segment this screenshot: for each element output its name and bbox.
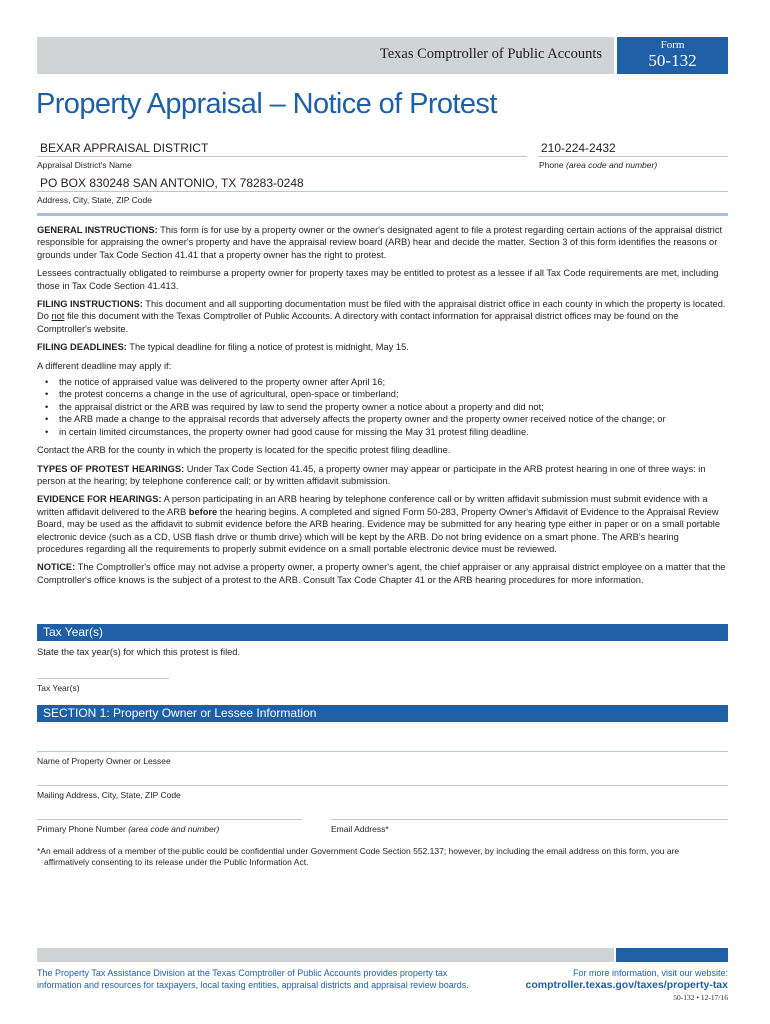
list-item: • the notice of appraised value was delivered to the property owner after April 16;: [59, 376, 727, 388]
lessees-paragraph: Lessees contractually obligated to reimburse a property owner for property taxes may be entitled to protest as a lessee if all Tax Code requirements are met, including those in Tax Code Section 41.413.: [37, 268, 719, 291]
filing-instructions: FILING INSTRUCTIONS: This document and all supporting documentation must be filed with the appraisal district office in each county in which the property is located. Do not file this document with the Texas Comptroller of Public Accounts. A directory with contact information for appraisal district offices may be found on the Comptroller's website.: [37, 299, 726, 334]
agency-name: Texas Comptroller of Public Accounts: [379, 46, 602, 62]
section1-heading: SECTION 1: Property Owner or Lessee Information: [37, 705, 728, 722]
owner-name-input[interactable]: [37, 751, 728, 752]
district-name-caption: Appraisal District's Name: [37, 160, 132, 170]
footer-bar: [37, 948, 614, 962]
email-input[interactable]: [331, 819, 728, 820]
email-caption: Email Address*: [331, 824, 389, 834]
footer-website-link[interactable]: comptroller.texas.gov/taxes/property-tax: [525, 979, 728, 991]
list-item: • in certain limited circumstances, the property owner had good cause for missing the May 31 protest filing deadline.: [59, 426, 727, 438]
types-of-hearings: TYPES OF PROTEST HEARINGS: Under Tax Code Section 41.45, a property owner may appear or participate in the ARB protest hearing in one of three ways: in person at the hearing; by telephone conference call; or by written affidavit submission.: [37, 463, 706, 486]
page-title: Property Appraisal – Notice of Protest: [36, 88, 497, 120]
mailing-address-caption: Mailing Address, City, State, ZIP Code: [37, 790, 181, 800]
email-footnote: *An email address of a member of the public could be confidential under Government Code Section 552.137; however, by including the email address on this form, you are affirmatively consenting to its release under the Public Information Act.: [37, 846, 680, 867]
footer-website-block: [526, 967, 729, 991]
instructions-block: [37, 224, 727, 592]
mailing-address-input[interactable]: [37, 785, 728, 786]
form-revision-code: 50-132 • 12-17/16: [673, 993, 728, 1002]
district-phone-caption: Phone (area code and number): [539, 160, 658, 170]
district-name-underline: [37, 156, 527, 157]
district-address-value[interactable]: PO BOX 830248 SAN ANTONIO, TX 78283-0248: [40, 176, 304, 190]
general-instructions: GENERAL INSTRUCTIONS: This form is for use by a property owner or the owner's designated agent to file a protest regarding certain actions of the appraisal district responsible for appraising the owner's property and have the appraisal review board (ARB) hear and decide the matter. Section 3 of this form identifies the reasons or grounds under Tax Code Section 41.41 that a property owner has the right to protest.: [37, 225, 723, 260]
footer-website-label: For more information, visit our website:: [572, 968, 728, 978]
list-item: • the ARB made a change to the appraisal records that adversely affects the property owner and the property owner received notice of the change; or: [59, 413, 727, 425]
form-number-box: [617, 37, 728, 74]
primary-phone-caption: Primary Phone Number (area code and number): [37, 824, 220, 834]
contact-arb: Contact the ARB for the county in which the property is located for the specific protest filing deadline.: [37, 445, 451, 456]
evidence-for-hearings: EVIDENCE FOR HEARINGS: A person participating in an ARB hearing by telephone conference call or by written affidavit submission must submit evidence with a written affidavit delivered to the ARB before the hearing begins. A completed and signed Form 50-283, Property Owner's Affidavit of Evidence to the Appraisal Review Board, may be used as the affidavit to submit evidence before the ARB hearing. Evidence may be submitted for any hearing type either in paper or on a small portable electronic device (such as a CD, USB flash drive or thumb drive) which will be kept by the ARB. Do not bring evidence on a smart phone. The ARB's hearing procedures regarding all the requirements to properly submit evidence on a small portable electronic device must be reviewed.: [37, 494, 721, 554]
deadline-conditions-list: [37, 376, 727, 438]
tax-year-heading: Tax Year(s): [37, 624, 728, 641]
form-label: Form: [660, 39, 685, 51]
list-item: • the appraisal district or the ARB was required by law to send the property owner a notice about a property and did not;: [59, 401, 727, 413]
district-name-value[interactable]: BEXAR APPRAISAL DISTRICT: [40, 141, 209, 155]
tax-year-caption: Tax Year(s): [37, 683, 80, 693]
notice: NOTICE: The Comptroller's office may not advise a property owner, a property owner's agent, the chief appraiser or any appraisal district employee on a matter that the Comptroller's office knows is the subject of a protest to the ARB. Consult Tax Code Chapter 41 or the ARB hearing procedures for more information.: [37, 562, 726, 585]
district-address-caption: Address, City, State, ZIP Code: [37, 195, 152, 205]
district-phone-value[interactable]: 210-224-2432: [541, 141, 616, 155]
footer-description: The Property Tax Assistance Division at the Texas Comptroller of Public Accounts provides property tax information and resources for taxpayers, local taxing entities, appraisal districts and appraisal review boards.: [37, 968, 469, 990]
district-address-underline: [37, 191, 728, 192]
tax-year-input[interactable]: [37, 678, 169, 679]
form-number: 50-132: [648, 51, 697, 70]
tax-year-prompt: State the tax year(s) for which this protest is filed.: [37, 647, 241, 657]
different-deadline: A different deadline may apply if:: [37, 360, 172, 371]
divider: [37, 213, 728, 216]
owner-name-caption: Name of Property Owner or Lessee: [37, 756, 171, 766]
district-phone-underline: [538, 156, 728, 157]
primary-phone-input[interactable]: [37, 819, 302, 820]
list-item: • the protest concerns a change in the use of agricultural, open-space or timberland;: [59, 388, 727, 400]
filing-deadlines: FILING DEADLINES: The typical deadline for filing a notice of protest is midnight, May 15.: [37, 342, 409, 353]
footer-bar-accent: [616, 948, 728, 962]
